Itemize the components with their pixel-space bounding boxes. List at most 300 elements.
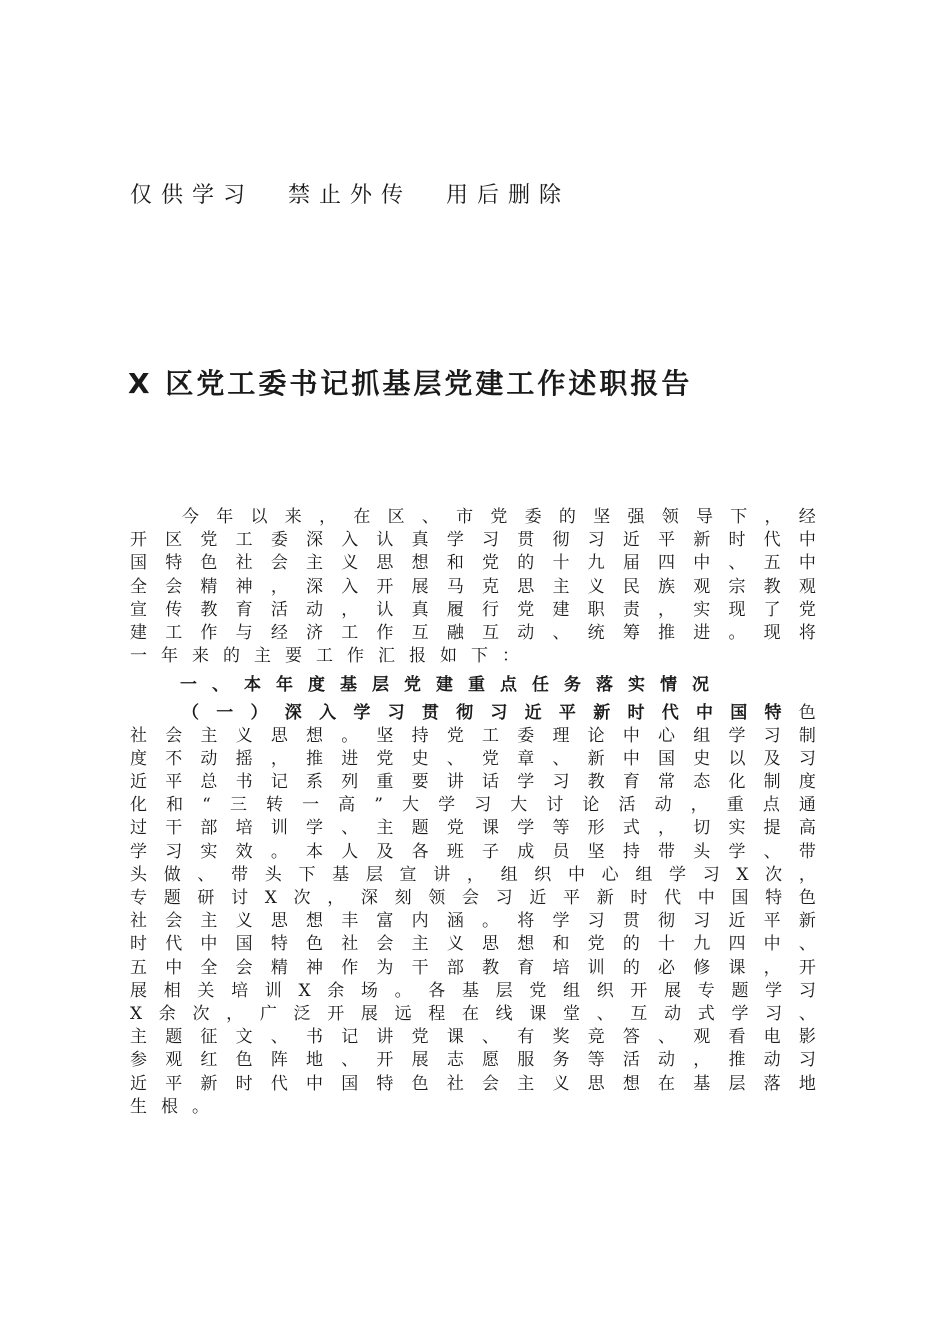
text-char: 习	[765, 1003, 783, 1024]
text-char: 推	[728, 1050, 746, 1071]
text-line	[130, 748, 816, 771]
text-char: 党	[517, 599, 535, 620]
text-char: 认	[376, 530, 394, 551]
text-char: 摇	[235, 748, 253, 769]
text-char: 平	[763, 911, 781, 932]
text-char: 讨	[231, 888, 249, 908]
text-char: 学	[517, 818, 535, 839]
text-char: 党	[376, 748, 394, 769]
text-char: 化	[130, 795, 147, 816]
text-char: 入	[341, 530, 359, 551]
text-char: 克	[482, 576, 500, 597]
text-char: 观	[165, 1050, 183, 1071]
text-char: 。	[192, 1096, 209, 1117]
text-char: 动	[664, 1003, 682, 1024]
text-char: 互	[630, 1003, 648, 1024]
text-char: 。	[482, 911, 500, 932]
text-char: X	[130, 1003, 143, 1024]
text-char: 近	[524, 702, 542, 723]
text-char: 如	[440, 646, 457, 667]
text-char: 责	[622, 599, 640, 620]
text-char: 下	[471, 646, 488, 667]
text-char: ，	[764, 507, 782, 527]
text-char: 泛	[293, 1003, 311, 1024]
text-char: 代	[165, 934, 183, 955]
text-char: 线	[495, 1003, 513, 1024]
text-char: 高	[798, 818, 816, 839]
text-char: 效	[235, 841, 253, 862]
text-char: 为	[376, 957, 394, 978]
heading-char: 情	[660, 675, 677, 696]
text-char: 中	[798, 553, 816, 574]
text-char: 平	[558, 702, 576, 723]
text-char: 义	[552, 1073, 570, 1094]
text-char: 学	[765, 980, 783, 1001]
text-char: X	[736, 864, 749, 885]
text-char: 届	[622, 553, 640, 574]
text-char: 史	[693, 748, 711, 769]
text-char: 部	[446, 957, 464, 978]
text-char: 度	[798, 772, 816, 793]
text-line	[130, 887, 816, 910]
text-char: 观	[798, 576, 816, 597]
text-char: 习	[587, 530, 605, 551]
text-char: 时	[728, 530, 746, 551]
text-char: 报	[409, 646, 426, 667]
text-char: 带	[798, 841, 816, 862]
text-char: 民	[622, 576, 640, 597]
text-line	[130, 1003, 816, 1026]
text-char: 组	[635, 864, 653, 885]
text-line	[130, 506, 816, 529]
text-char: 特	[765, 888, 783, 908]
text-char: 习	[474, 795, 492, 816]
text-char: 贯	[622, 911, 640, 932]
text-line	[130, 1026, 816, 1049]
text-char: 制	[763, 772, 781, 793]
notice-part-2: 禁止外传	[288, 183, 413, 208]
text-char: 习	[587, 911, 605, 932]
text-char: 观	[693, 576, 711, 597]
text-char: 层	[728, 1073, 746, 1094]
text-char: 义	[341, 553, 359, 574]
text-char: 班	[446, 841, 464, 862]
text-char: 训	[270, 818, 288, 839]
text-char: 领	[428, 888, 446, 908]
intro-paragraph	[130, 506, 816, 668]
notice-part-1: 仅供学习	[130, 183, 255, 208]
text-char: 开	[798, 957, 816, 978]
text-char: 时	[130, 934, 147, 955]
text-char: 色	[200, 553, 218, 574]
text-line	[130, 576, 816, 599]
text-char: 宣	[130, 599, 147, 620]
text-char: 子	[482, 841, 500, 862]
text-char: 坚	[593, 507, 611, 527]
text-char: 带	[658, 841, 676, 862]
text-char: 工	[316, 646, 333, 667]
text-char: 坚	[376, 725, 394, 746]
text-char: 形	[587, 818, 605, 839]
text-char: 、	[763, 841, 781, 862]
text-char: 神	[235, 576, 253, 597]
text-char: 课	[529, 1003, 547, 1024]
text-char: 作	[341, 957, 359, 978]
text-char: 义	[235, 911, 253, 932]
text-char: 组	[563, 980, 581, 1001]
text-char: 次	[293, 888, 311, 908]
text-char: 组	[693, 725, 711, 746]
text-char: 年	[216, 507, 234, 527]
text-char: 地	[798, 1073, 816, 1094]
text-char: 会	[165, 576, 183, 597]
text-char: 三	[229, 795, 247, 816]
text-char: 记	[270, 772, 288, 793]
text-char: 工	[482, 725, 500, 746]
text-char: 心	[658, 725, 676, 746]
text-char: 影	[798, 1027, 816, 1048]
text-char: 作	[347, 646, 364, 667]
heading-char: 、	[212, 675, 229, 696]
text-char: 开	[376, 1050, 394, 1071]
text-char: 将	[798, 622, 816, 643]
text-char: 履	[446, 599, 464, 620]
text-line	[130, 1096, 816, 1119]
text-char: 学	[446, 530, 464, 551]
text-char: 头	[264, 864, 282, 885]
text-char: 五	[763, 553, 781, 574]
text-char: 看	[728, 1027, 746, 1048]
text-char: 奖	[552, 1027, 570, 1048]
text-char: 、	[658, 1027, 676, 1048]
text-char: 义	[587, 576, 605, 597]
text-line	[130, 529, 816, 552]
text-char: 作	[376, 622, 394, 643]
text-char: 持	[411, 725, 429, 746]
text-char: 平	[563, 888, 581, 908]
text-char: 培	[231, 980, 249, 1001]
text-char: 带	[231, 864, 249, 885]
text-char: 学	[438, 795, 456, 816]
text-char: 国	[658, 748, 676, 769]
text-char: 、	[270, 1027, 288, 1048]
text-char: 教	[482, 957, 500, 978]
text-char: ，	[693, 1050, 711, 1071]
text-char: 社	[130, 725, 147, 746]
text-char: 、	[596, 1003, 614, 1024]
text-char: 贯	[517, 530, 535, 551]
text-char: 近	[622, 530, 640, 551]
text-char: （	[182, 702, 199, 723]
text-char: 精	[270, 957, 288, 978]
text-char: 程	[428, 1003, 446, 1024]
text-char: X	[264, 888, 277, 908]
text-char: 强	[627, 507, 645, 527]
text-char: 常	[658, 772, 676, 793]
text-char: 进	[341, 748, 359, 769]
text-line	[130, 957, 816, 980]
text-char: 认	[376, 599, 394, 620]
text-char: 学	[130, 841, 147, 862]
text-char: 现	[763, 622, 781, 643]
text-char: 和	[446, 553, 464, 574]
text-char: 等	[587, 1050, 605, 1071]
text-char: 培	[235, 818, 253, 839]
text-char: 主	[376, 818, 394, 839]
text-char: 育	[622, 772, 640, 793]
text-line	[130, 622, 816, 645]
text-char: 讲	[376, 1027, 394, 1048]
text-char: 学	[552, 911, 570, 932]
text-char: 的	[622, 957, 640, 978]
text-char: 中	[200, 934, 218, 955]
text-char: 真	[411, 599, 429, 620]
text-char: 教	[200, 599, 218, 620]
text-char: 中	[763, 934, 781, 955]
text-char: 基	[461, 980, 479, 1001]
text-char: 重	[726, 795, 744, 816]
text-char: 育	[235, 599, 253, 620]
text-char: 主	[200, 725, 218, 746]
text-char: 中	[622, 748, 640, 769]
text-char: 主	[552, 576, 570, 597]
text-char: ”	[374, 795, 383, 816]
text-char: 式	[697, 1003, 715, 1024]
text-char: 色	[411, 1073, 429, 1094]
text-char: 主	[254, 646, 271, 667]
heading-char: 建	[436, 675, 453, 696]
text-char: 神	[306, 957, 324, 978]
text-char: ）	[250, 702, 268, 723]
text-char: 动	[763, 1050, 781, 1071]
text-char: 区	[165, 530, 183, 551]
text-char: 次	[192, 1003, 210, 1024]
text-char: 习	[798, 1050, 816, 1071]
text-char: 、	[341, 1050, 359, 1071]
text-char: 经	[798, 507, 816, 527]
text-char: 学	[306, 818, 324, 839]
text-char: 习	[482, 530, 500, 551]
text-line	[130, 725, 816, 748]
text-char: 现	[728, 599, 746, 620]
heading-char: 本	[244, 675, 261, 696]
text-char: 宗	[728, 576, 746, 597]
text-char: 展	[360, 1003, 378, 1024]
text-char: 委	[524, 507, 542, 527]
text-char: 习	[490, 702, 508, 723]
text-char: 题	[731, 980, 749, 1001]
text-char: 新	[593, 702, 611, 723]
text-char: 话	[482, 772, 500, 793]
text-char: 。	[728, 622, 746, 643]
text-char: 主	[130, 1027, 147, 1048]
text-char: 统	[587, 622, 605, 643]
subsection-paragraph	[130, 702, 816, 1119]
text-char: 生	[130, 1096, 147, 1117]
text-char: 态	[693, 772, 711, 793]
text-char: 贯	[421, 702, 439, 723]
text-char: 社	[130, 911, 147, 932]
text-char: 专	[697, 980, 715, 1001]
text-char: 色	[798, 702, 816, 723]
text-char: 过	[130, 818, 147, 839]
text-char: 开	[130, 530, 147, 551]
text-char: 中	[693, 553, 711, 574]
text-char: 党	[798, 599, 816, 620]
text-char: 史	[411, 748, 429, 769]
text-char: 时	[630, 888, 648, 908]
text-char: 中	[567, 864, 585, 885]
text-char: 系	[306, 772, 324, 793]
text-char: 建	[130, 622, 147, 643]
text-char: 习	[552, 772, 570, 793]
text-char: 在	[461, 1003, 479, 1024]
text-char: ，	[658, 599, 676, 620]
text-char: 学	[353, 702, 371, 723]
text-char: 十	[552, 553, 570, 574]
text-char: 区	[387, 507, 405, 527]
text-char: 有	[517, 1027, 535, 1048]
text-char: 在	[658, 1073, 676, 1094]
text-char: 动	[517, 622, 535, 643]
text-char: 要	[285, 646, 302, 667]
text-char: 大	[510, 795, 528, 816]
text-char: 习	[495, 888, 513, 908]
text-char: 中	[697, 888, 715, 908]
text-char: 会	[165, 911, 183, 932]
text-char: 下	[298, 864, 316, 885]
text-line	[130, 933, 816, 956]
text-char: ，	[270, 576, 288, 597]
text-char: 一	[130, 646, 147, 667]
text-char: 党	[482, 748, 500, 769]
text-char: 落	[763, 1073, 781, 1094]
text-char: 学	[731, 1003, 749, 1024]
text-char: ，	[341, 599, 359, 620]
heading-char: 况	[692, 675, 709, 696]
text-char: 社	[235, 553, 253, 574]
text-char: 开	[327, 1003, 345, 1024]
text-char: 课	[482, 818, 500, 839]
text-char: 要	[411, 772, 429, 793]
text-char: 讲	[433, 864, 451, 885]
text-char: ，	[763, 957, 781, 978]
text-char: 平	[658, 530, 676, 551]
text-char: 层	[495, 980, 513, 1001]
text-char: 文	[235, 1027, 253, 1048]
text-char: 式	[622, 818, 640, 839]
text-char: 持	[622, 841, 640, 862]
text-char: 的	[223, 646, 240, 667]
text-char: 了	[763, 599, 781, 620]
text-char: 思	[270, 911, 288, 932]
text-char: 题	[411, 818, 429, 839]
text-char: 电	[763, 1027, 781, 1048]
text-char: 远	[394, 1003, 412, 1024]
text-char: 四	[728, 934, 746, 955]
text-char: 深	[306, 576, 324, 597]
text-char: 基	[693, 1073, 711, 1094]
text-char: 中	[798, 530, 816, 551]
text-char: 全	[200, 957, 218, 978]
text-char: 会	[165, 725, 183, 746]
text-char: 红	[200, 1050, 218, 1071]
text-char: 总	[200, 772, 218, 793]
text-char: 党	[200, 530, 218, 551]
text-char: 主	[200, 911, 218, 932]
text-char: 习	[693, 911, 711, 932]
text-char: 色	[798, 888, 816, 908]
text-char: 以	[250, 507, 268, 527]
text-char: 关	[197, 980, 215, 1001]
text-char: 近	[529, 888, 547, 908]
text-char: 市	[456, 507, 474, 527]
text-char: 学	[669, 864, 686, 885]
text-line	[130, 864, 816, 887]
text-char: 彻	[552, 530, 570, 551]
heading-char: 度	[308, 675, 325, 696]
text-char: 层	[365, 864, 383, 885]
text-line	[130, 841, 816, 864]
text-char: 答	[622, 1027, 640, 1048]
text-char: 国	[731, 888, 749, 908]
text-char: 丰	[341, 911, 359, 932]
text-char: 党	[446, 818, 464, 839]
text-char: 入	[341, 576, 359, 597]
text-char: 涵	[446, 911, 464, 932]
text-char: 会	[376, 934, 394, 955]
text-char: 新	[798, 911, 816, 932]
text-char: 课	[446, 1027, 464, 1048]
text-char: 切	[693, 818, 711, 839]
text-char: 和	[552, 934, 570, 955]
text-char: 代	[763, 530, 781, 551]
text-char: ，	[658, 818, 676, 839]
text-char: 义	[235, 725, 253, 746]
heading-char: 年	[276, 675, 293, 696]
text-char: 会	[482, 1073, 500, 1094]
text-char: 进	[693, 622, 711, 643]
text-char: 章	[517, 748, 535, 769]
text-char: 部	[200, 818, 218, 839]
text-line	[130, 794, 816, 817]
text-char: 委	[270, 530, 288, 551]
text-char: 想	[622, 1073, 640, 1094]
text-char: 员	[552, 841, 570, 862]
text-char: 特	[165, 553, 183, 574]
heading-char: 层	[372, 675, 389, 696]
text-line	[130, 599, 816, 622]
text-char: 教	[763, 576, 781, 597]
text-char: 展	[130, 980, 147, 1001]
text-line	[130, 1073, 816, 1096]
heading-char: 重	[468, 675, 485, 696]
text-char: 、	[728, 553, 746, 574]
text-char: 党	[587, 934, 605, 955]
text-char: 党	[529, 980, 547, 1001]
text-char: ，	[466, 864, 484, 885]
text-char: 提	[763, 818, 781, 839]
text-char: 来	[284, 507, 302, 527]
text-char: 各	[411, 841, 429, 862]
text-char: 主	[411, 934, 429, 955]
text-char: 习	[165, 841, 183, 862]
text-char: 习	[798, 748, 816, 769]
text-char: 专	[130, 888, 147, 908]
text-char: 马	[446, 576, 464, 597]
text-char: 成	[517, 841, 535, 862]
document-title: X 区党工委书记抓基层党建工作述职报告	[128, 367, 693, 400]
